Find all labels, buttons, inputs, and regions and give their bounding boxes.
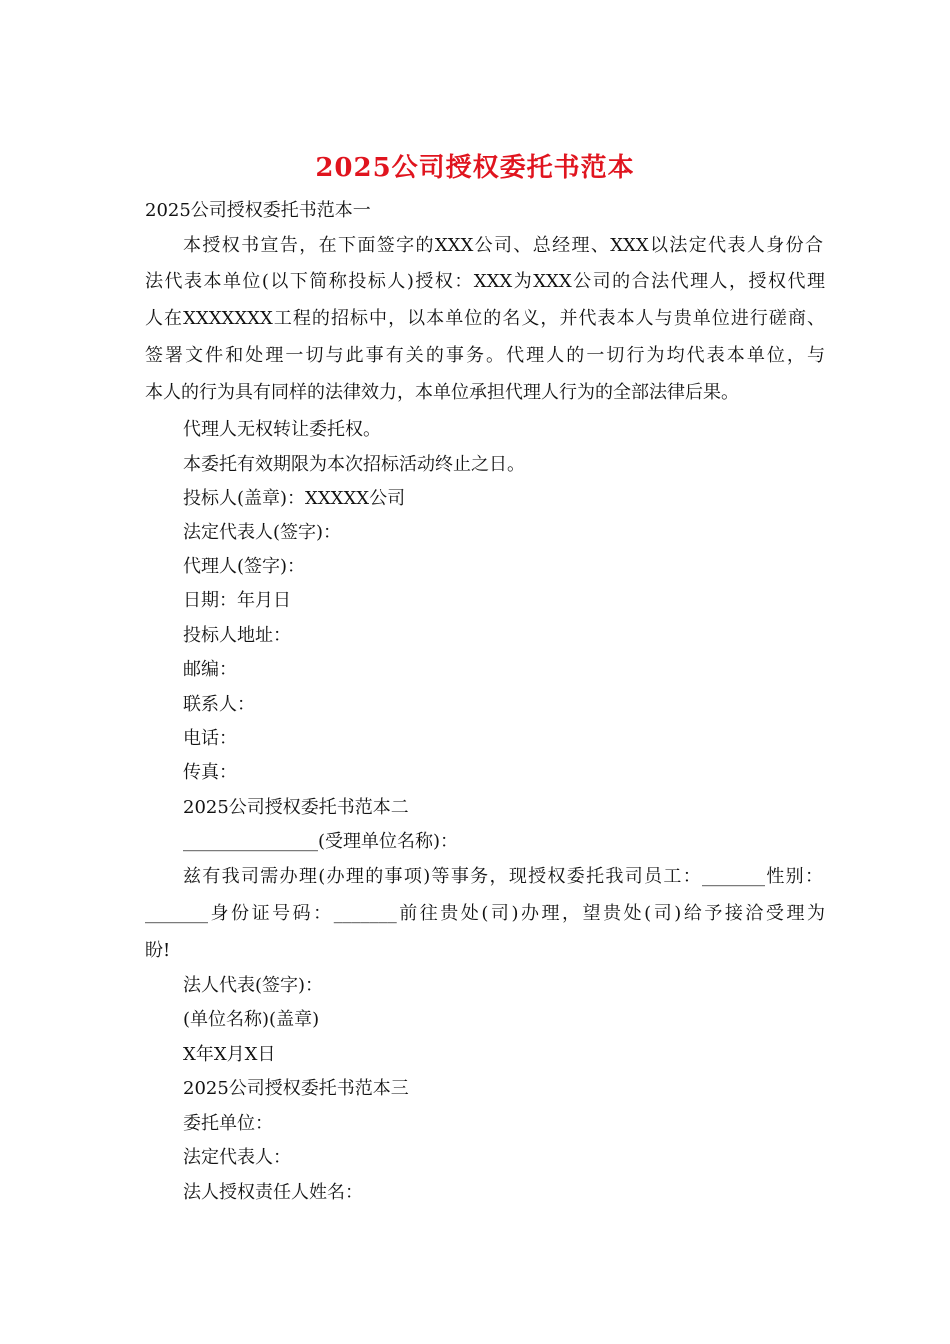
paragraph-line: 人在XXXXXXX工程的招标中，以本单位的名义，并代表本人与贵单位进行磋商、 xyxy=(145,308,825,329)
form-field-authorized-person: 法人授权责任人姓名： xyxy=(183,1182,363,1203)
paragraph-line: 本授权书宣告，在下面签字的XXX公司、总经理、XXX以法定代表人身份合 xyxy=(183,235,823,256)
paragraph-line: 签署文件和处理一切与此事有关的事务。代理人的一切行为均代表本单位，与 xyxy=(145,345,825,366)
form-field-bidder-address: 投标人地址： xyxy=(183,625,291,646)
paragraph-line: 代理人无权转让委托权。 xyxy=(183,419,381,440)
section-heading-2: 2025公司授权委托书范本二 xyxy=(183,797,409,818)
paragraph-line: 本人的行为具有同样的法律效力，本单位承担代理人行为的全部法律后果。 xyxy=(145,382,739,403)
form-field-principal-unit: 委托单位： xyxy=(183,1113,273,1134)
paragraph-line: _______身份证号码：_______前往贵处(司)办理，望贵处(司)给予接洽受理为 xyxy=(145,903,825,924)
form-field-fax: 传真： xyxy=(183,762,237,783)
section-heading-1: 2025公司授权委托书范本一 xyxy=(145,200,371,221)
form-field-unit-seal: (单位名称)(盖章) xyxy=(183,1009,320,1030)
form-field-contact: 联系人： xyxy=(183,694,255,715)
paragraph-line: 本委托有效期限为本次招标活动终止之日。 xyxy=(183,454,525,475)
paragraph-line: 法代表本单位(以下简称投标人)授权：XXX为XXX公司的合法代理人，授权代理 xyxy=(145,271,825,292)
form-field-postcode: 邮编： xyxy=(183,659,237,680)
form-field-legal-rep-sign: 法人代表(签字)： xyxy=(183,975,324,996)
paragraph-line: 兹有我司需办理(办理的事项)等事务，现授权委托我司员工：_______性别： xyxy=(183,866,823,887)
form-field-date-2: X年X月X日 xyxy=(183,1044,276,1065)
form-field-phone: 电话： xyxy=(183,728,237,749)
form-field-bidder-seal: 投标人(盖章)：XXXXX公司 xyxy=(183,488,406,509)
document-title: 2025公司授权委托书范本 xyxy=(315,153,635,183)
paragraph-line: 盼! xyxy=(145,940,171,961)
form-field-date: 日期：年月日 xyxy=(183,590,291,611)
form-field-legal-rep: 法定代表人： xyxy=(183,1147,291,1168)
form-field-agent-signature: 代理人(签字)： xyxy=(183,556,306,577)
section-heading-3: 2025公司授权委托书范本三 xyxy=(183,1078,409,1099)
form-field-legal-rep-signature: 法定代表人(签字)： xyxy=(183,522,342,543)
recipient-line: _______________(受理单位名称)： xyxy=(183,831,459,852)
